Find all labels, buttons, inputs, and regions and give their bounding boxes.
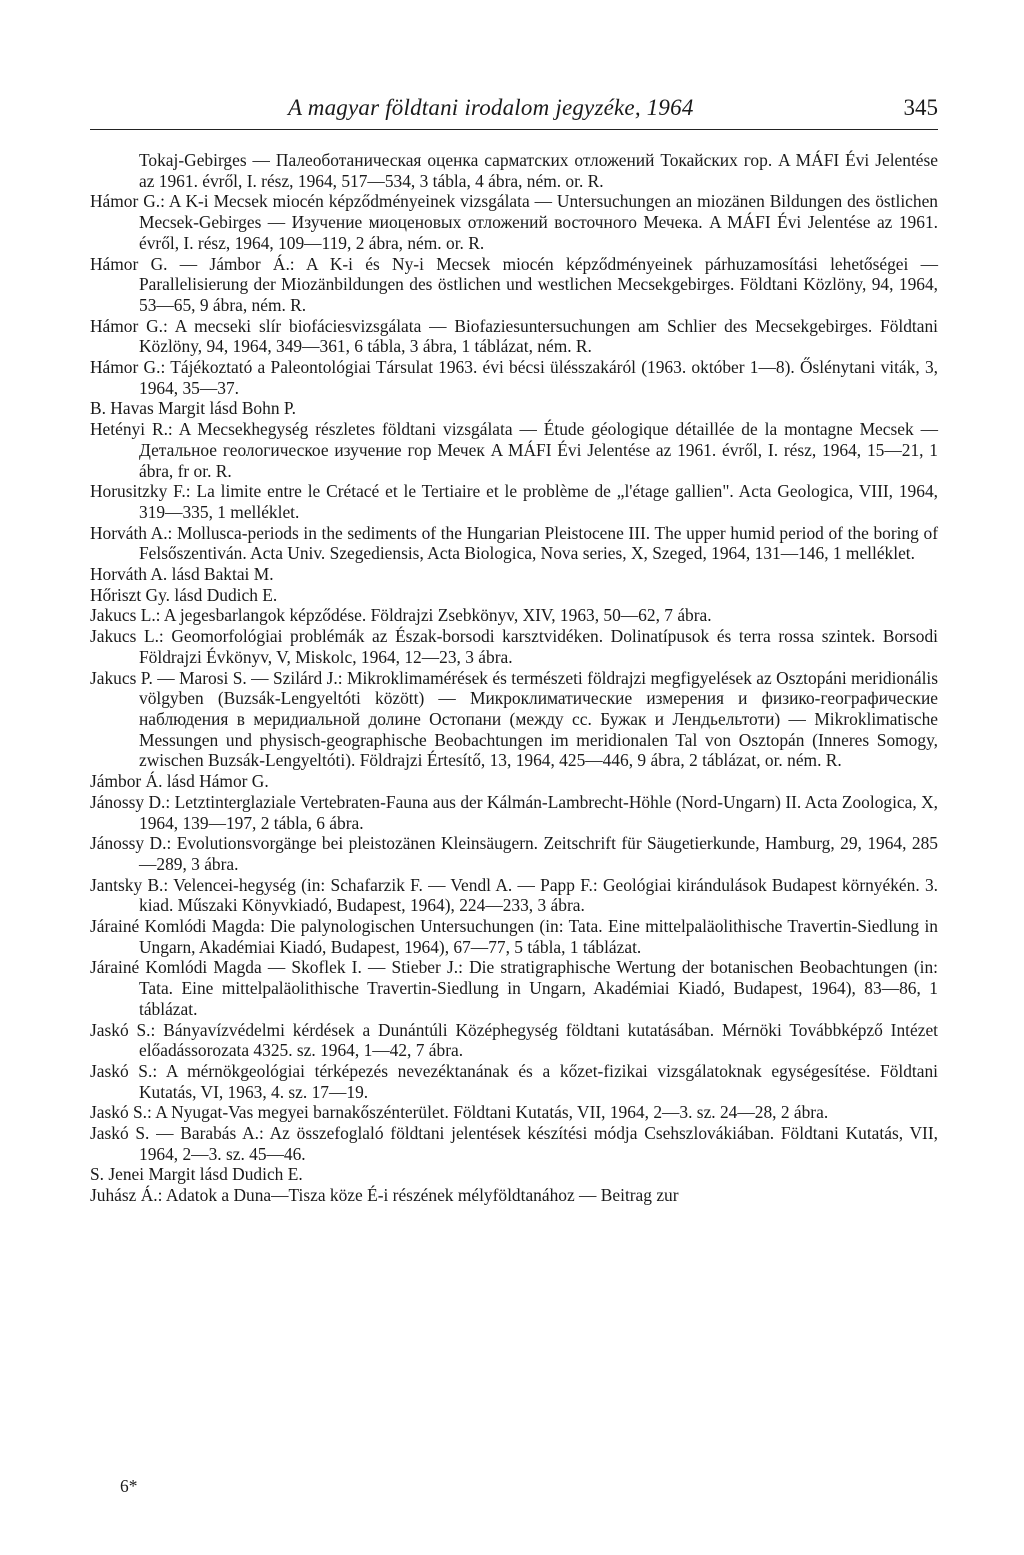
bibliography-entry: Jámbor Á. lásd Hámor G. (90, 771, 269, 792)
bibliography-entry: Jaskó S. — Barabás A.: Az összefoglaló földtani jelentések készítési módja Csehszlovákiában. Földtani Kutatás, VII, 1964, 2—3. sz. 45—46. (90, 1123, 938, 1164)
bibliography-entry: Jaskó S.: A Nyugat-Vas megyei barnakőszénterület. Földtani Kutatás, VII, 1964, 2—3. sz. 24—28, 2 ábra. (90, 1102, 829, 1123)
bibliography-entry: Járainé Komlódi Magda — Skoflek I. — Stieber J.: Die stratigraphische Wertung der botanischen Beobachtungen (in: Tata. Eine mittelpaläolithische Travertin-Siedlung in Ungarn, Akadémiai Kiadó, Budapest, 1964), 83—86, 1 táblázat. (90, 957, 938, 1019)
bibliography-entry: Hámor G.: Tájékoztató a Paleontológiai Társulat 1963. évi bécsi ülésszakáról (1963. október 1—8). Őslénytani viták, 3, 1964, 35—37. (90, 357, 938, 398)
bibliography-entry: Járainé Komlódi Magda: Die palynologischen Untersuchungen (in: Tata. Eine mittelpaläolithische Travertin-Siedlung in Ungarn, Akadémiai Kiadó, Budapest, 1964), 67—77, 5 tábla, 1 táblázat. (90, 916, 938, 957)
bibliography-entry: Jaskó S.: A mérnökgeológiai térképezés nevezéktanának és a kőzet-fizikai vizsgálatoknak egységesítése. Földtani Kutatás, VI, 1963, 4. sz. 17—19. (90, 1060, 938, 1102)
bibliography-entry: Jakucs P. — Marosi S. — Szilárd J.: Mikroklimamérések és természeti földrajzi megfigyelések az Osztopáni meridionális völgyben (Buzsák-Lengyeltóti között) — Микроклиматические измерения и физико-географические наблюдения в меридиальной долине Остопани (между сс. Бужак и Лендьельтоти) — Mikroklimatische Messungen und physisch-geographische Beobachtungen im meridionalen Tal von Osztopán (Inneres Somogy, zwischen Buzsák-Lengyeltóti). Földrajzi Értesítő, 13, 1964, 425—446, 9 ábra, 2 táblázat, or. ném. R. (90, 667, 938, 771)
signature-mark: 6* (120, 1476, 138, 1496)
bibliography-entry: B. Havas Margit lásd Bohn P. (90, 398, 296, 419)
bibliography-entry: Hámor G.: A mecseki slír biofáciesvizsgálata — Biofaziesuntersuchungen am Schlier des Mecsekgebirges. Földtani Közlöny, 94, 1964, 349—361, 6 tábla, 3 ábra, 1 táblázat, ném. R. (90, 315, 938, 357)
bibliography-entry: Jánossy D.: Evolutionsvorgänge bei pleistozänen Kleinsäugern. Zeitschrift für Säugetierkunde, Hamburg, 29, 1964, 285—289, 3 ábra. (90, 833, 938, 874)
bibliography-entry: Jánossy D.: Letztinterglaziale Vertebraten-Fauna aus der Kálmán-Lambrecht-Höhle (Nord-Ungarn) II. Acta Zoologica, X, 1964, 139—197, 2 tábla, 6 ábra. (90, 791, 938, 833)
bibliography-entry: Juhász Á.: Adatok a Duna—Tisza köze É-i részének mélyföldtanához — Beitrag zur (90, 1185, 679, 1206)
running-title: A magyar földtani irodalom jegyzéke, 1964 (288, 95, 694, 120)
page-number: 345 (903, 95, 938, 120)
bibliography-entry: Jantsky B.: Velencei-hegység (in: Schafarzik F. — Vendl A. — Papp F.: Geológiai kirándulások Budapest környékén. 3. kiad. Műszaki Könyvkiadó, Budapest, 1964), 224—233, 3 ábra. (90, 874, 938, 916)
bibliography-entry: Hámor G.: A K-i Mecsek miocén képződményeinek vizsgálata — Untersuchungen an miozänen Bildungen des östlichen Mecsek-Gebirges — Изучение миоценовых отложений восточного Мечека. A MÁFI Évi Jelentése az 1961. évről, I. rész, 1964, 109—119, 2 ábra, ném. or. R. (90, 191, 938, 253)
bibliography-entry: Tokaj-Gebirges — Палеоботаническая оценка сарматских отложений Токайских гор. A MÁFI Évi Jelentése az 1961. évről, I. rész, 1964, 517—534, 3 tábla, 4 ábra, ném. or. R. (139, 150, 938, 191)
bibliography-entry: S. Jenei Margit lásd Dudich E. (90, 1164, 303, 1185)
bibliography-entry: Hetényi R.: A Mecsekhegység részletes földtani vizsgálata — Étude géologique détaillée de la montagne Mecsek — Детальное геологическое изучение гор Мечек A MÁFI Évi Jelentése az 1961. évről, I. rész, 1964, 15—21, 1 ábra, fr or. R. (90, 419, 938, 481)
bibliography-entry: Horváth A.: Mollusca-periods in the sediments of the Hungarian Pleistocene III. The upper humid period of the boring of Felsőszentiván. Acta Univ. Szegediensis, Acta Biologica, Nova series, X, Szeged, 1964, 131—146, 1 melléklet. (90, 522, 938, 564)
bibliography-entry: Jaskó S.: Bányavízvédelmi kérdések a Dunántúli Középhegység földtani kutatásában. Mérnöki Továbbképző Intézet előadássorozata 4325. sz. 1964, 1—42, 7 ábra. (90, 1019, 938, 1061)
bibliography-entry: Hámor G. — Jámbor Á.: A K-i és Ny-i Mecsek miocén képződményeinek párhuzamosítási lehetőségei — Parallelisierung der Miozänbildungen des östlichen und westlichen Mecsekgebirges. Földtani Közlöny, 94, 1964, 53—65, 9 ábra, ném. R. (90, 253, 938, 315)
bibliography-list (90, 150, 938, 1206)
bibliography-entry: Horváth A. lásd Baktai M. (90, 564, 274, 585)
running-header (90, 95, 938, 130)
bibliography-entry: Hőriszt Gy. lásd Dudich E. (90, 584, 278, 605)
bibliography-entry: Jakucs L.: A jegesbarlangok képződése. Földrajzi Zsebkönyv, XIV, 1963, 50—62, 7 ábra. (90, 605, 712, 626)
bibliography-entry: Horusitzky F.: La limite entre le Crétacé et le Tertiaire et le problème de „l'étage gallien". Acta Geologica, VIII, 1964, 319—335, 1 melléklet. (90, 481, 938, 522)
bibliography-entry: Jakucs L.: Geomorfológiai problémák az Észak-borsodi karsztvidéken. Dolinatípusok és terra rossa szintek. Borsodi Földrajzi Évkönyv, V, Miskolc, 1964, 12—23, 3 ábra. (90, 626, 938, 667)
document-page (90, 95, 938, 1206)
